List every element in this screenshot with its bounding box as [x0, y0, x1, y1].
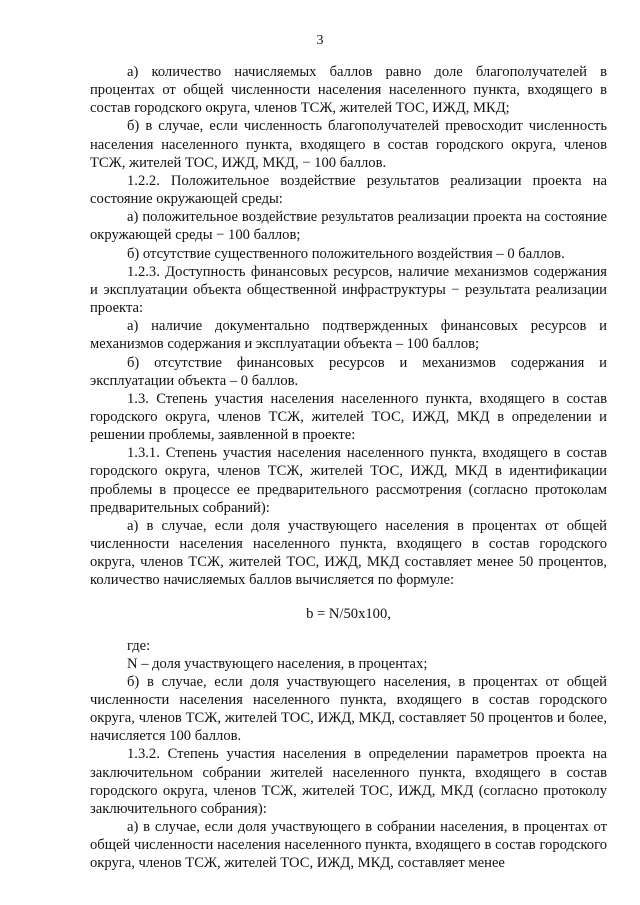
paragraph: б) в случае, если доля участвующего населения, в процентах от общей численности населения населенного пункта, входящего в состав городского округа, членов ТСЖ, жителей ТОС, ИЖД, МКД, составляет 50 процентов и более, начисляется 100 баллов.	[90, 673, 607, 745]
paragraph: 1.2.2. Положительное воздействие результатов реализации проекта на состояние окружающей среды:	[90, 172, 607, 208]
paragraph: б) в случае, если численность благополучателей превосходит численность населения населенного пункта, входящего в состав городского округа, членов ТСЖ, жителей ТОС, ИЖД, МКД, − 100 баллов.	[90, 118, 607, 171]
page-number: 3	[316, 33, 324, 48]
paragraph: а) количество начисляемых баллов равно доле благополучателей в процентах от общей численности населения населенного пункта, входящего в состав городского округа, членов ТСЖ, жителей ТОС, ИЖД, МКД;	[90, 64, 607, 117]
paragraph: а) в случае, если доля участвующего в собрании населения, в процентах от общей численности населения населенного пункта, входящего в состав городского округа, членов ТСЖ, жителей ТОС, ИЖД, МКД, составляет менее	[90, 819, 607, 872]
paragraph: 1.3. Степень участия населения населенного пункта, входящего в состав городского округа, членов ТСЖ, жителей ТОС, ИЖД, МКД в определении и решении проблемы, заявленной в проекте:	[90, 390, 607, 444]
paragraph: б) отсутствие финансовых ресурсов и механизмов содержания и эксплуатации объекта – 0 баллов.	[90, 354, 607, 389]
paragraph: 1.3.1. Степень участия населения населенного пункта, входящего в состав городского округа, членов ТСЖ, жителей ТОС, ИЖД, МКД в идентификации проблемы в процессе ее предварительного рассмотрения (согласно протоколам предварительных собраний):	[90, 445, 607, 516]
paragraph: 1.3.2. Степень участия населения в определении параметров проекта на заключительном собрании жителей населенного пункта, входящего в состав городского округа, членов ТСЖ, жителей ТОС, ИЖД, МКД (согласно протоколу заключительного собрания):	[90, 746, 607, 817]
paragraph: 1.2.3. Доступность финансовых ресурсов, наличие механизмов содержания и эксплуатации объекта общественной инфраструктуры − результата реализации проекта:	[90, 263, 607, 317]
document-body	[90, 63, 607, 873]
paragraph: а) положительное воздействие результатов реализации проекта на состояние окружающей среды − 100 баллов;	[90, 209, 607, 244]
paragraph: а) наличие документально подтвержденных финансовых ресурсов и механизмов содержания и эксплуатации объекта – 100 баллов;	[90, 318, 607, 353]
paragraph: где:	[127, 637, 151, 654]
paragraph: б) отсутствие существенного положительного воздействия – 0 баллов.	[127, 245, 565, 262]
paragraph: N – доля участвующего населения, в процентах;	[127, 655, 428, 672]
paragraph: а) в случае, если доля участвующего населения в процентах от общей численности населения населенного пункта, входящего в состав городского округа, членов ТСЖ, жителей ТОС, ИЖД, МКД составляет менее 50 процентов, количество начисляемых баллов вычисляется по формуле:	[90, 517, 607, 589]
formula: b = N/50x100,	[306, 605, 391, 622]
